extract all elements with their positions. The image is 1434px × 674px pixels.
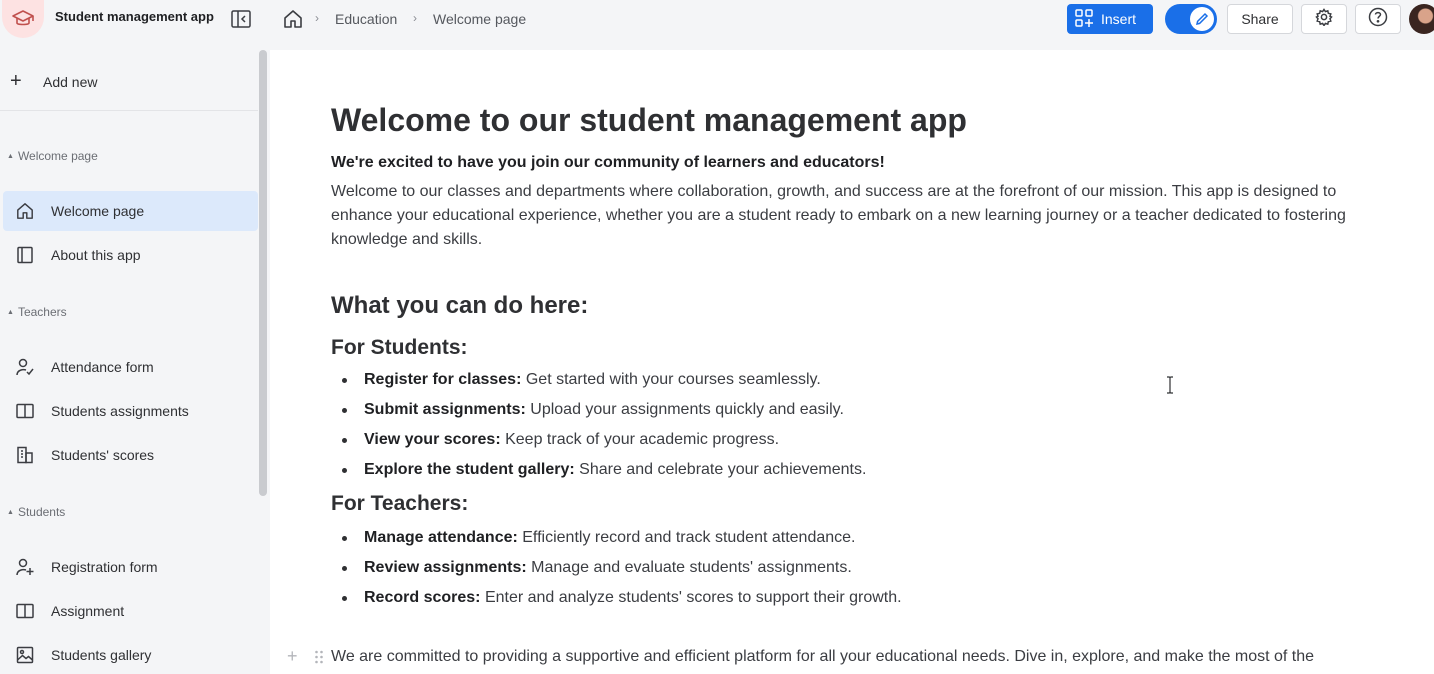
insert-label: Insert: [1101, 11, 1137, 27]
page-subtitle: We're excited to have you join our community of learners and educators!: [331, 154, 885, 171]
sidebar-item-label: Registration form: [51, 559, 158, 575]
book-open-icon: [15, 601, 35, 621]
breadcrumb-education[interactable]: Education: [335, 11, 398, 27]
add-new-button[interactable]: [0, 62, 258, 102]
list-item: Manage attendance: Efficiently record and track student attendance.: [331, 528, 902, 558]
app-title: Student management app: [55, 9, 214, 24]
sidebar-item-label: Students' scores: [51, 447, 155, 463]
breadcrumb-welcome-page[interactable]: Welcome page: [433, 11, 527, 27]
document-icon: [15, 245, 35, 265]
graduation-cap-icon[interactable]: [2, 0, 44, 38]
teachers-heading: For Teachers:: [331, 492, 469, 515]
list-item: Explore the student gallery: Share and celebrate your achievements.: [331, 460, 866, 490]
chevron-right-icon: ›: [315, 11, 319, 25]
sidebar-item-label: Students assignments: [51, 403, 189, 419]
book-open-icon: [15, 401, 35, 421]
closing-paragraph: We are committed to providing a supportive and efficient platform for all your educational needs. Dive in, explore, and make the most of the: [331, 648, 1315, 665]
edit-mode-toggle[interactable]: [1165, 4, 1217, 34]
building-chart-icon: [15, 445, 35, 465]
plus-icon: +: [10, 70, 22, 92]
main-content: [270, 50, 1434, 674]
user-plus-icon: [15, 557, 35, 577]
page-title: Welcome to our student management app: [331, 102, 967, 138]
home-icon[interactable]: [282, 8, 304, 30]
sidebar-item-label: About this app: [51, 247, 141, 263]
section-header-welcome[interactable]: ▲ Welcome page: [7, 149, 98, 163]
sidebar-scrollbar[interactable]: [259, 50, 267, 496]
question-circle-icon: [1368, 7, 1388, 32]
insert-button[interactable]: [1067, 4, 1153, 34]
caret-up-icon: ▲: [7, 508, 14, 516]
user-check-icon: [15, 357, 35, 377]
teachers-list: [331, 528, 902, 618]
sidebar-item-about-this-app[interactable]: [3, 235, 258, 275]
sidebar-item-label: Assignment: [51, 603, 125, 619]
pencil-icon: [1190, 7, 1214, 31]
sidebar-item-students-gallery[interactable]: [3, 635, 258, 674]
avatar[interactable]: [1409, 4, 1434, 34]
caret-up-icon: ▲: [7, 308, 14, 316]
section-header-students[interactable]: ▲ Students: [7, 505, 66, 519]
caret-up-icon: ▲: [7, 152, 14, 160]
image-icon: [15, 645, 35, 665]
gear-icon: [1315, 8, 1333, 31]
sidebar: [0, 50, 260, 674]
sidebar-item-assignment[interactable]: [3, 591, 258, 631]
list-item: Submit assignments: Upload your assignments quickly and easily.: [331, 400, 866, 430]
section-header-teachers[interactable]: ▲ Teachers: [7, 305, 67, 319]
help-button[interactable]: [1355, 4, 1401, 34]
list-item: View your scores: Keep track of your academic progress.: [331, 430, 866, 460]
sidebar-item-welcome-page[interactable]: [3, 191, 258, 231]
share-button[interactable]: Share: [1227, 4, 1293, 34]
list-item: Review assignments: Manage and evaluate students' assignments.: [331, 558, 902, 588]
list-item: Register for classes: Get started with your courses seamlessly.: [331, 370, 866, 400]
add-new-label: Add new: [43, 74, 98, 90]
students-list: [331, 370, 866, 490]
chevron-right-icon: ›: [413, 11, 417, 25]
grid-add-icon: [1075, 9, 1093, 30]
home-icon: [15, 201, 35, 221]
settings-button[interactable]: [1301, 4, 1347, 34]
divider: [0, 110, 258, 111]
list-item: Record scores: Enter and analyze students' scores to support their growth.: [331, 588, 902, 618]
drag-handle-icon[interactable]: [314, 650, 324, 664]
sidebar-item-label: Welcome page: [51, 203, 145, 219]
add-block-icon[interactable]: +: [287, 646, 298, 666]
text-cursor-icon: [1165, 376, 1175, 394]
sidebar-item-label: Students gallery: [51, 647, 152, 663]
section-heading: What you can do here:: [331, 292, 589, 319]
sidebar-collapse-icon[interactable]: [230, 9, 252, 29]
sidebar-item-students-assignments[interactable]: [3, 391, 258, 431]
sidebar-item-attendance-form[interactable]: [3, 347, 258, 387]
students-heading: For Students:: [331, 336, 468, 359]
sidebar-item-students-scores[interactable]: [3, 435, 258, 475]
sidebar-item-label: Attendance form: [51, 359, 154, 375]
top-bar: [0, 0, 1434, 38]
sidebar-item-registration-form[interactable]: [3, 547, 258, 587]
intro-paragraph: Welcome to our classes and departments where collaboration, growth, and success are at the forefront of our mission. This app is designed to enhance your educational experience, whether you are a student ready to embark on a new learning journey or a teacher dedicated to fostering knowledge and skills.: [331, 183, 1346, 248]
